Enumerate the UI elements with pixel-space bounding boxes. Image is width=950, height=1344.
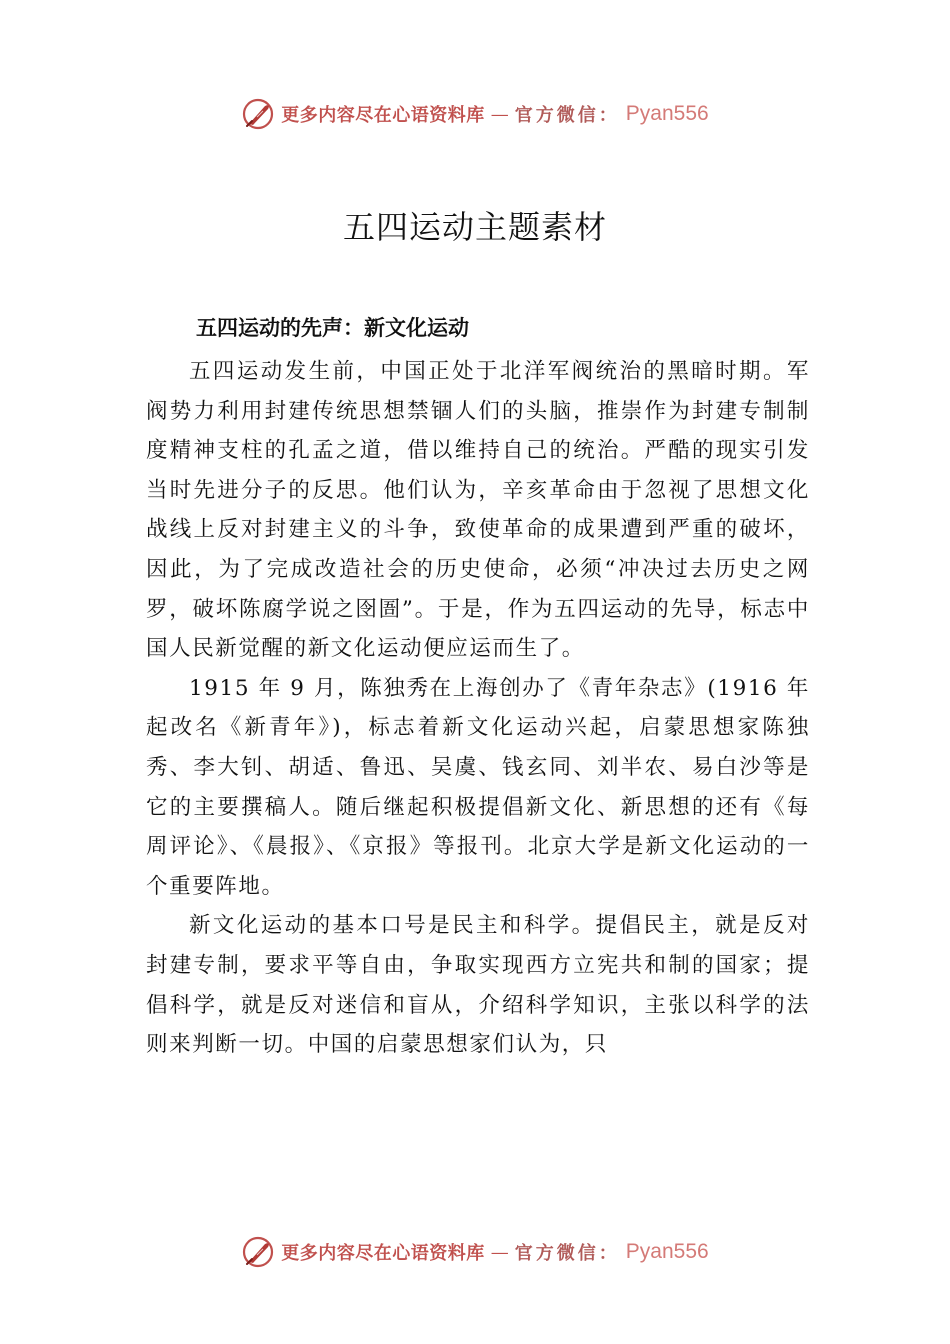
banner-wechat-label: 官方微信： (514, 105, 620, 126)
section-heading: 五四运动的先声：新文化运动 (196, 316, 469, 340)
paragraph: 1915 年 9 月，陈独秀在上海创办了《青年杂志》(1916 年起改名《新青年》)，标志着新文化运动兴起，启蒙思想家陈独秀、李大钊、胡适、鲁迅、吴虞、钱玄同、刘半农、易白沙等是它的主要撰稿人。随后继起积极提倡新文化、新思想的还有《每周评论》、《晨报》、《京报》等报刊。北京大学是新文化运动的一个重要阵地。 (146, 675, 810, 899)
feather-pen-logo-icon (241, 97, 275, 131)
banner-separator: — (490, 1241, 509, 1263)
banner-brand-text: 更多内容尽在心语资料库 (281, 105, 485, 126)
paragraph: 新文化运动的基本口号是民主和科学。提倡民主，就是反对封建专制，要求平等自由，争取实现西方立宪共和制的国家；提倡科学，就是反对迷信和盲从，介绍科学知识，主张以科学的法则来判断一切。中国的启蒙思想家们认为，只 (146, 913, 810, 1058)
header-banner (0, 94, 950, 134)
banner-wechat-label: 官方微信： (514, 1243, 620, 1264)
banner-wechat-id: Pyan556 (625, 1240, 709, 1263)
document-title: 五四运动主题素材 (342, 208, 607, 246)
feather-pen-logo-icon (241, 1235, 275, 1269)
document-body (146, 352, 810, 1065)
banner-separator: — (490, 103, 509, 125)
banner-wechat-id: Pyan556 (625, 102, 709, 125)
paragraph: 五四运动发生前，中国正处于北洋军阀统治的黑暗时期。军阀势力利用封建传统思想禁锢人们的头脑，推崇作为封建专制制度精神支柱的孔孟之道，借以维持自己的统治。严酷的现实引发当时先进分子的反思。他们认为，辛亥革命由于忽视了思想文化战线上反对封建主义的斗争，致使革命的成果遭到严重的破坏，因此，为了完成改造社会的历史使命，必须“冲决过去历史之网罗，破坏陈腐学说之囹圄”。于是，作为五四运动的先导，标志中国人民新觉醒的新文化运动便应运而生了。 (146, 359, 810, 662)
banner-brand-text: 更多内容尽在心语资料库 (281, 1243, 485, 1264)
footer-banner (0, 1232, 950, 1272)
